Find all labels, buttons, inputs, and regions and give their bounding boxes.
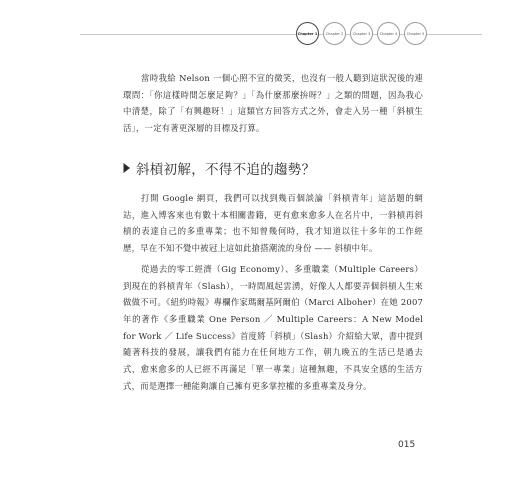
intro-text xyxy=(123,70,423,141)
chapter-tabs xyxy=(296,22,427,45)
intro-paragraph: 當時我給 Nelson 一個心照不宣的微笑，也沒有一般人聽到這狀況後的連環問：「你這樣時間怎麼足夠？」「為什麼那麼拚呀？」之類的問題，因為我心中清楚，除了「有興趣呀！」這類官方回答方式之外，會走入另一種「斜槓生活」，一定有著更深層的目標及打算。 xyxy=(123,73,423,134)
body-paragraph-1: 打開 Google 網頁，我們可以找到幾百個談論「斜槓青年」這話題的網站，進入博客來也有數十本相關書籍，更有愈來愈多人在名片中，一斜槓再斜槓的表達自己的多重專業；也不知曾幾何時，我才知道以往十多年的工作經歷，早在不知不覺中被冠上這如此搶搭潮流的身份 —— 斜槓中年。 xyxy=(123,193,423,254)
chapter-navigation xyxy=(0,22,520,48)
chapter-tab-2: Chapter 2 xyxy=(323,22,346,45)
chapter-tab-4: Chapter 4 xyxy=(377,22,400,45)
section-body xyxy=(123,190,423,398)
page-number: 015 xyxy=(398,440,416,450)
chapter-tab-3: Chapter 3 xyxy=(350,22,373,45)
section-title: 斜槓初解，不得不追的趨勢？ xyxy=(136,162,316,178)
chapter-tab-1: Chapter 1 xyxy=(296,22,319,45)
triangle-marker-icon xyxy=(122,161,131,175)
section-heading xyxy=(122,158,315,178)
chapter-tab-5: Chapter 5 xyxy=(404,22,427,45)
body-paragraph-2: 從過去的零工經濟（Gig Economy）、多重職業（Multiple Careers）到現在的斜槓青年（Slash），一時間風起雲湧，好像人人都要弄個斜槓人生來做做不可。《紐約時報》專欄作家瑪爾基阿爾伯（Marci Alboher）在她 2007 年的著作《多重職業 One Person ／ Multiple Careers：A New Model for Work ／ Life Success》首度將「斜槓」（Slash）介紹給大眾，書中提到隨著科技的發展，讓我們有能力在任何地方工作，朝九晚五的生活已是過去式，愈來愈多的人已經不再滿足「單一專業」這種無趣，不具安全感的生活方式，而是選擇一種能夠讓自己擁有更多掌控權的多重專業及身分。 xyxy=(123,263,423,391)
